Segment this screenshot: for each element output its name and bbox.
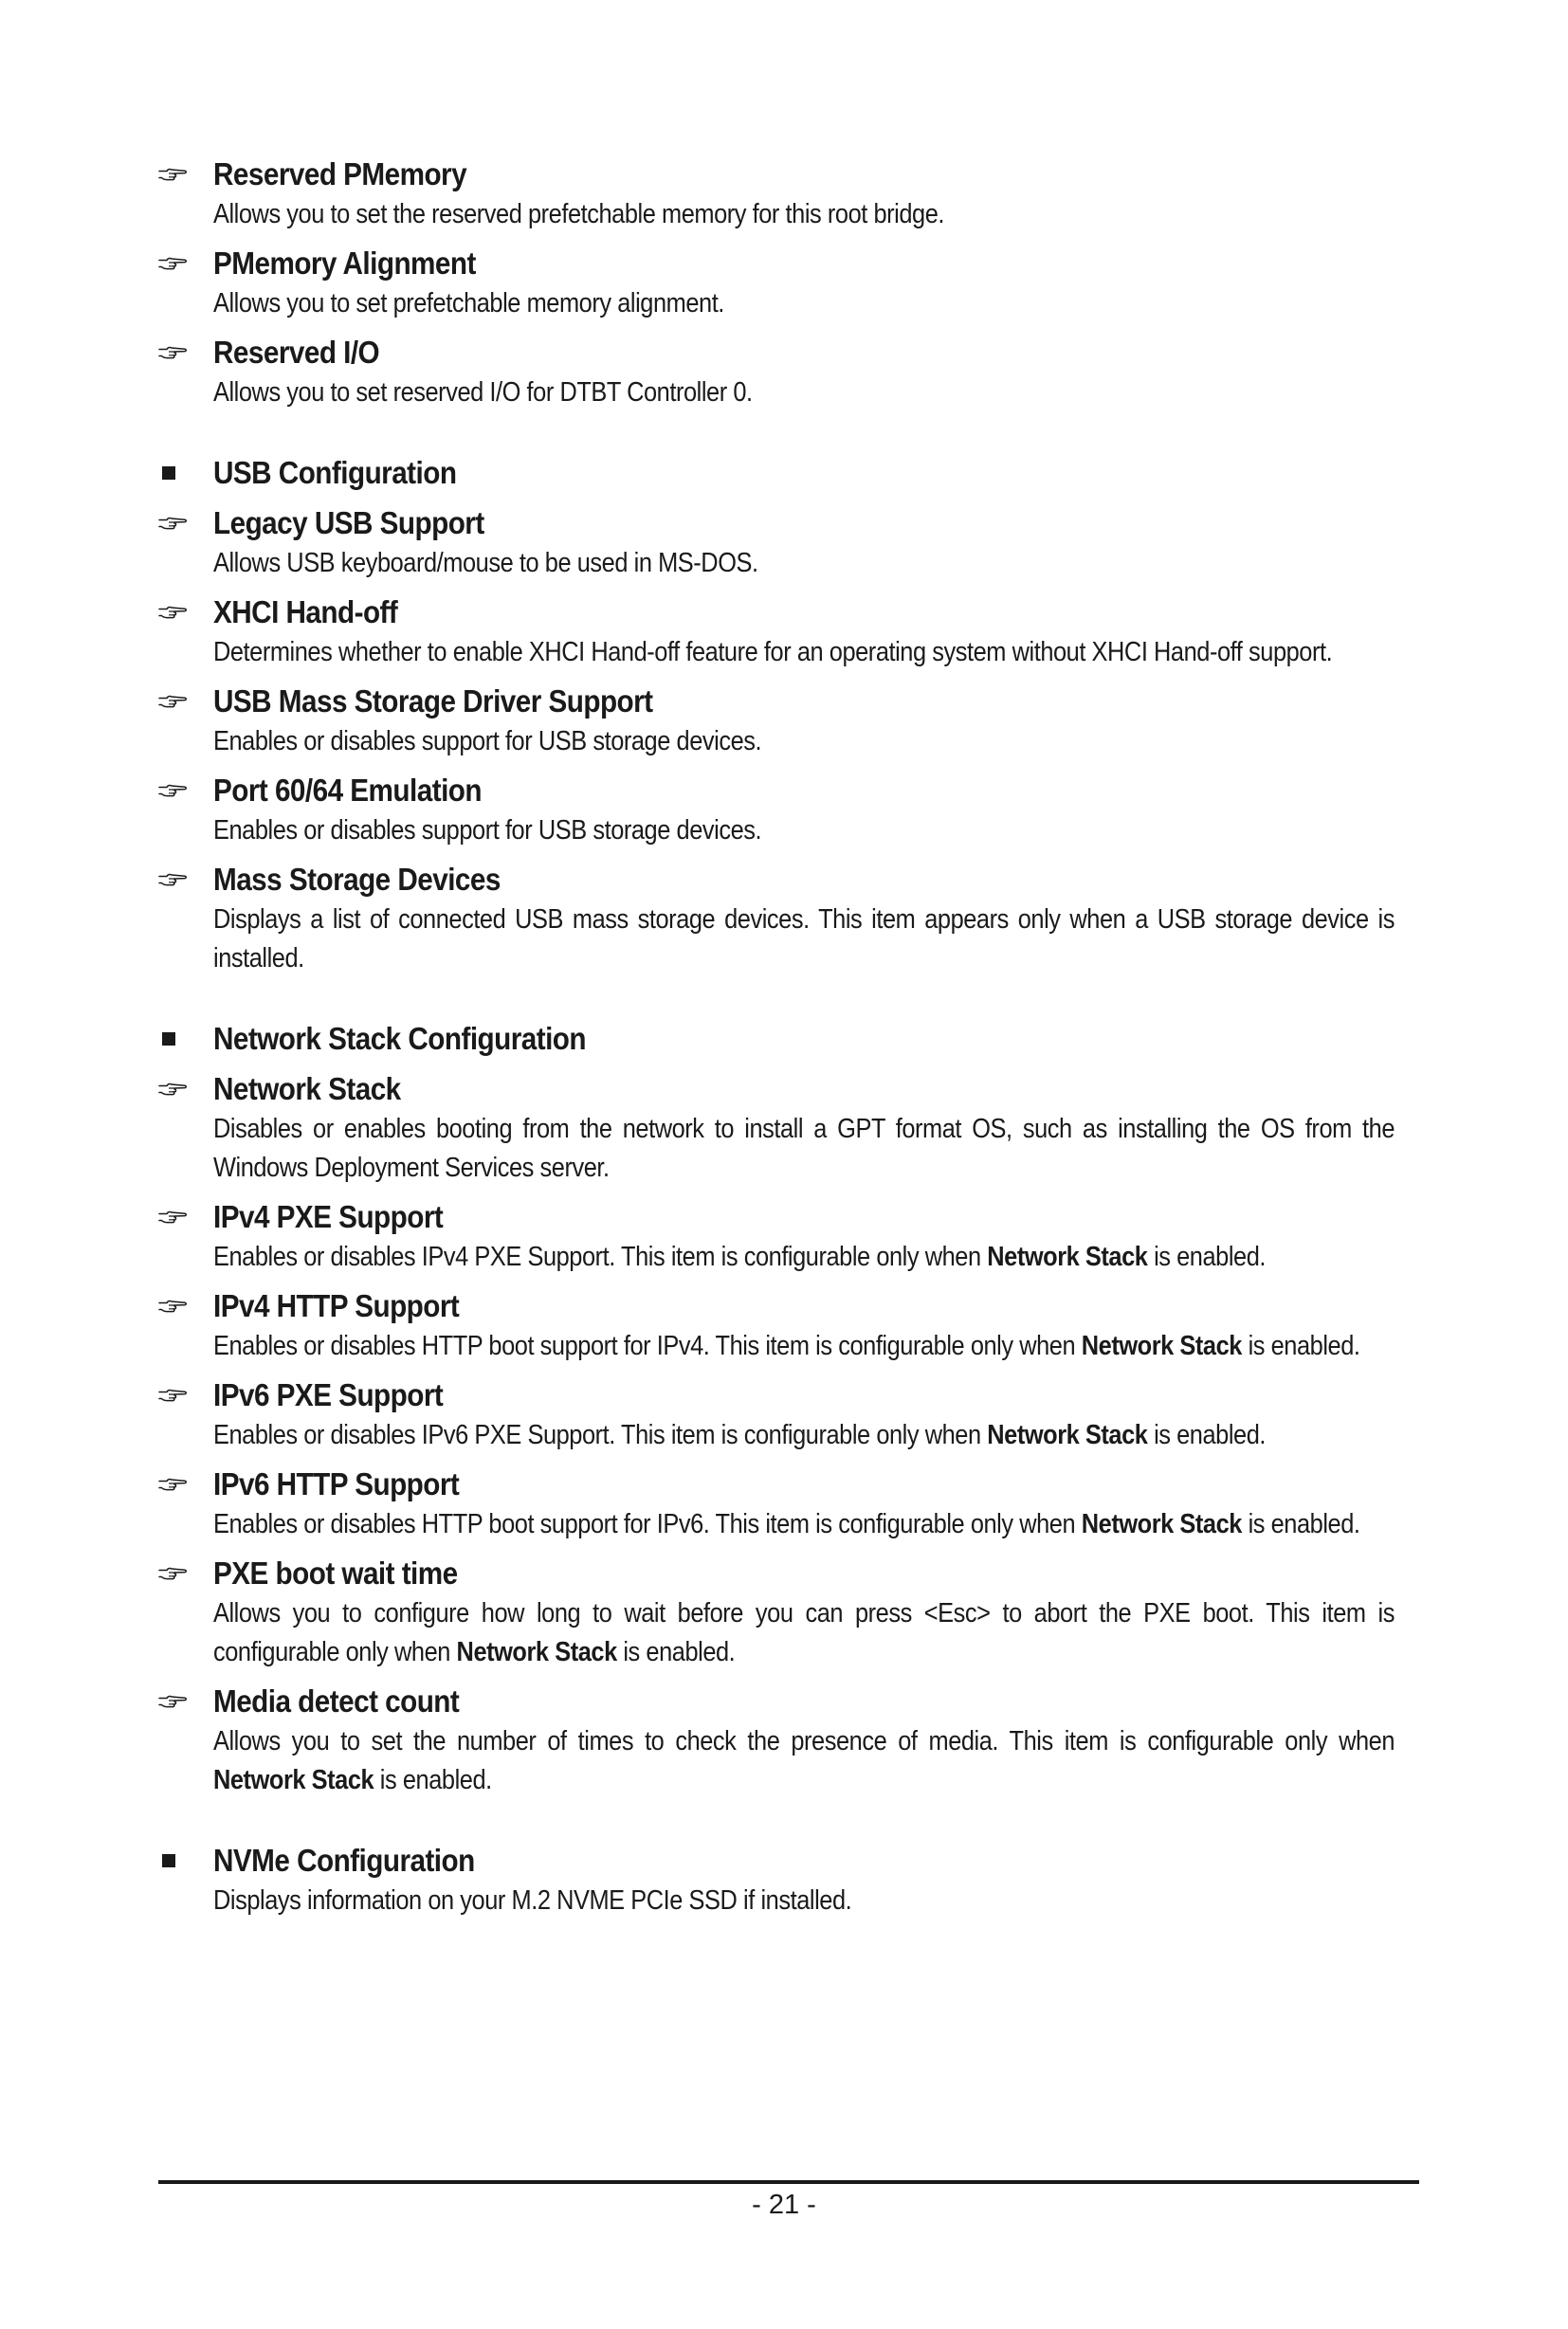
spacer <box>158 1277 1419 1285</box>
item-description <box>213 633 1395 672</box>
description-text: Allows you to configure how long to wait before you can press <Esc> to abort the PXE boot. This item is configurable only when <box>213 1598 1395 1667</box>
pointing-hand-icon <box>158 1478 187 1491</box>
item-title: Legacy USB Support <box>213 505 484 540</box>
item-title: Reserved I/O <box>213 335 380 370</box>
option-ipv6-http-support <box>158 1464 1419 1544</box>
description-text: Allows you to set the number of times to check the presence of media. This item is configurable only when <box>213 1726 1395 1756</box>
item-title: Network Stack <box>213 1071 401 1106</box>
spacer <box>158 1060 1419 1068</box>
pointing-hand-icon <box>158 606 187 619</box>
spacer <box>158 494 1419 502</box>
description-text: Allows USB keyboard/mouse to be used in MS-DOS. <box>213 548 758 578</box>
pointing-hand-icon <box>158 873 187 886</box>
footer-rule <box>158 2180 1419 2184</box>
item-description <box>213 901 1395 978</box>
spacer <box>158 850 1419 859</box>
description-text: Enables or disables HTTP boot support for IPv4. This item is configurable only when <box>213 1331 1082 1361</box>
option-port-60-64-emulation <box>158 770 1419 850</box>
item-title: IPv6 HTTP Support <box>213 1466 460 1501</box>
description-text: is enabled. <box>374 1765 492 1795</box>
bold-term: Network Stack <box>1081 1509 1242 1539</box>
option-network-stack <box>158 1068 1419 1188</box>
item-title: PMemory Alignment <box>213 246 476 281</box>
option-pxe-boot-wait-time <box>158 1553 1419 1672</box>
spacer <box>158 1188 1419 1196</box>
pointing-hand-icon <box>158 784 187 797</box>
square-bullet-icon <box>162 466 175 480</box>
option-reserved-pmemory <box>158 154 1419 234</box>
item-title: Mass Storage Devices <box>213 862 501 897</box>
description-text: Enables or disables IPv6 PXE Support. This item is configurable only when <box>213 1420 988 1450</box>
item-description <box>213 811 1395 850</box>
option-ipv4-pxe-support <box>158 1196 1419 1277</box>
description-text: is enabled. <box>616 1637 736 1667</box>
section-usb-configuration <box>158 452 1419 494</box>
pointing-hand-icon <box>158 1300 187 1313</box>
bold-term: Network Stack <box>456 1637 617 1667</box>
option-pmemory-alignment <box>158 243 1419 323</box>
description-text: Enables or disables HTTP boot support for IPv6. This item is configurable only when <box>213 1509 1082 1539</box>
item-title: USB Mass Storage Driver Support <box>213 683 653 719</box>
bold-term: Network Stack <box>987 1242 1148 1272</box>
item-title: XHCI Hand-off <box>213 594 398 629</box>
spacer <box>158 672 1419 681</box>
spacer <box>158 234 1419 243</box>
option-legacy-usb-support <box>158 502 1419 583</box>
description-text: Allows you to set prefetchable memory alignment. <box>213 288 724 318</box>
manual-content <box>158 154 1419 1920</box>
spacer <box>158 1544 1419 1553</box>
item-description <box>213 544 1395 583</box>
description-text: is enabled. <box>1147 1242 1266 1272</box>
item-title: Media detect count <box>213 1683 460 1719</box>
spacer <box>158 412 1419 452</box>
pointing-hand-icon <box>158 1695 187 1708</box>
square-bullet-icon <box>162 1854 175 1867</box>
item-title: IPv4 PXE Support <box>213 1199 444 1234</box>
pointing-hand-icon <box>158 168 187 181</box>
item-title: Network Stack Configuration <box>213 1021 587 1056</box>
bold-term: Network Stack <box>987 1420 1148 1450</box>
description-text: Enables or disables IPv4 PXE Support. This item is configurable only when <box>213 1242 988 1272</box>
item-description <box>213 1594 1395 1672</box>
pointing-hand-icon <box>158 1567 187 1580</box>
description-text: Displays information on your M.2 NVME PCIe SSD if installed. <box>213 1885 852 1916</box>
pointing-hand-icon <box>158 695 187 708</box>
item-description <box>213 195 1395 234</box>
square-bullet-icon <box>162 1032 175 1046</box>
item-description <box>213 1238 1395 1277</box>
spacer <box>158 761 1419 770</box>
description-text: Determines whether to enable XHCI Hand-off feature for an operating system without XHCI Hand-off support. <box>213 637 1333 667</box>
item-title: PXE boot wait time <box>213 1556 458 1591</box>
option-media-detect-count <box>158 1681 1419 1800</box>
description-text: is enabled. <box>1147 1420 1266 1450</box>
item-description <box>213 1416 1395 1455</box>
option-usb-mass-storage-driver-support <box>158 681 1419 761</box>
spacer <box>158 1800 1419 1840</box>
pointing-hand-icon <box>158 1083 187 1096</box>
description-text: Enables or disables support for USB storage devices. <box>213 726 762 756</box>
option-mass-storage-devices <box>158 859 1419 978</box>
spacer <box>158 1672 1419 1681</box>
pointing-hand-icon <box>158 517 187 530</box>
item-title: IPv4 HTTP Support <box>213 1288 460 1323</box>
spacer <box>158 978 1419 1018</box>
description-text: Disables or enables booting from the network to install a GPT format OS, such as installing the OS from the Windows Deployment Services server. <box>213 1114 1395 1183</box>
description-text: Enables or disables support for USB storage devices. <box>213 815 762 846</box>
bold-term: Network Stack <box>213 1765 374 1795</box>
item-title: NVMe Configuration <box>213 1843 475 1878</box>
item-description <box>213 1327 1395 1366</box>
item-description <box>213 722 1395 761</box>
spacer <box>158 1366 1419 1374</box>
page-number: - 21 - <box>752 2190 816 2220</box>
option-ipv4-http-support <box>158 1285 1419 1366</box>
description-text: Allows you to set reserved I/O for DTBT Controller 0. <box>213 377 753 408</box>
spacer <box>158 583 1419 591</box>
item-description <box>213 373 1395 412</box>
description-text: is enabled. <box>1241 1331 1360 1361</box>
description-text: Allows you to set the reserved prefetchable memory for this root bridge. <box>213 199 945 229</box>
item-description <box>213 1882 1395 1920</box>
option-ipv6-pxe-support <box>158 1374 1419 1455</box>
pointing-hand-icon <box>158 1210 187 1224</box>
pointing-hand-icon <box>158 257 187 270</box>
pointing-hand-icon <box>158 346 187 359</box>
item-description <box>213 1110 1395 1188</box>
section-network-stack-configuration <box>158 1018 1419 1060</box>
item-title: IPv6 PXE Support <box>213 1377 444 1412</box>
spacer <box>158 1455 1419 1464</box>
item-description <box>213 1505 1395 1544</box>
item-description <box>213 284 1395 323</box>
description-text: Displays a list of connected USB mass storage devices. This item appears only when a USB storage device is installed. <box>213 904 1395 973</box>
item-title: Reserved PMemory <box>213 156 467 191</box>
item-title: USB Configuration <box>213 455 457 490</box>
description-text: is enabled. <box>1241 1509 1360 1539</box>
item-description <box>213 1722 1395 1800</box>
pointing-hand-icon <box>158 1389 187 1402</box>
section-nvme-configuration <box>158 1840 1419 1920</box>
bold-term: Network Stack <box>1081 1331 1242 1361</box>
item-title: Port 60/64 Emulation <box>213 773 482 808</box>
option-reserved-i-o <box>158 332 1419 412</box>
option-xhci-hand-off <box>158 591 1419 672</box>
spacer <box>158 323 1419 332</box>
